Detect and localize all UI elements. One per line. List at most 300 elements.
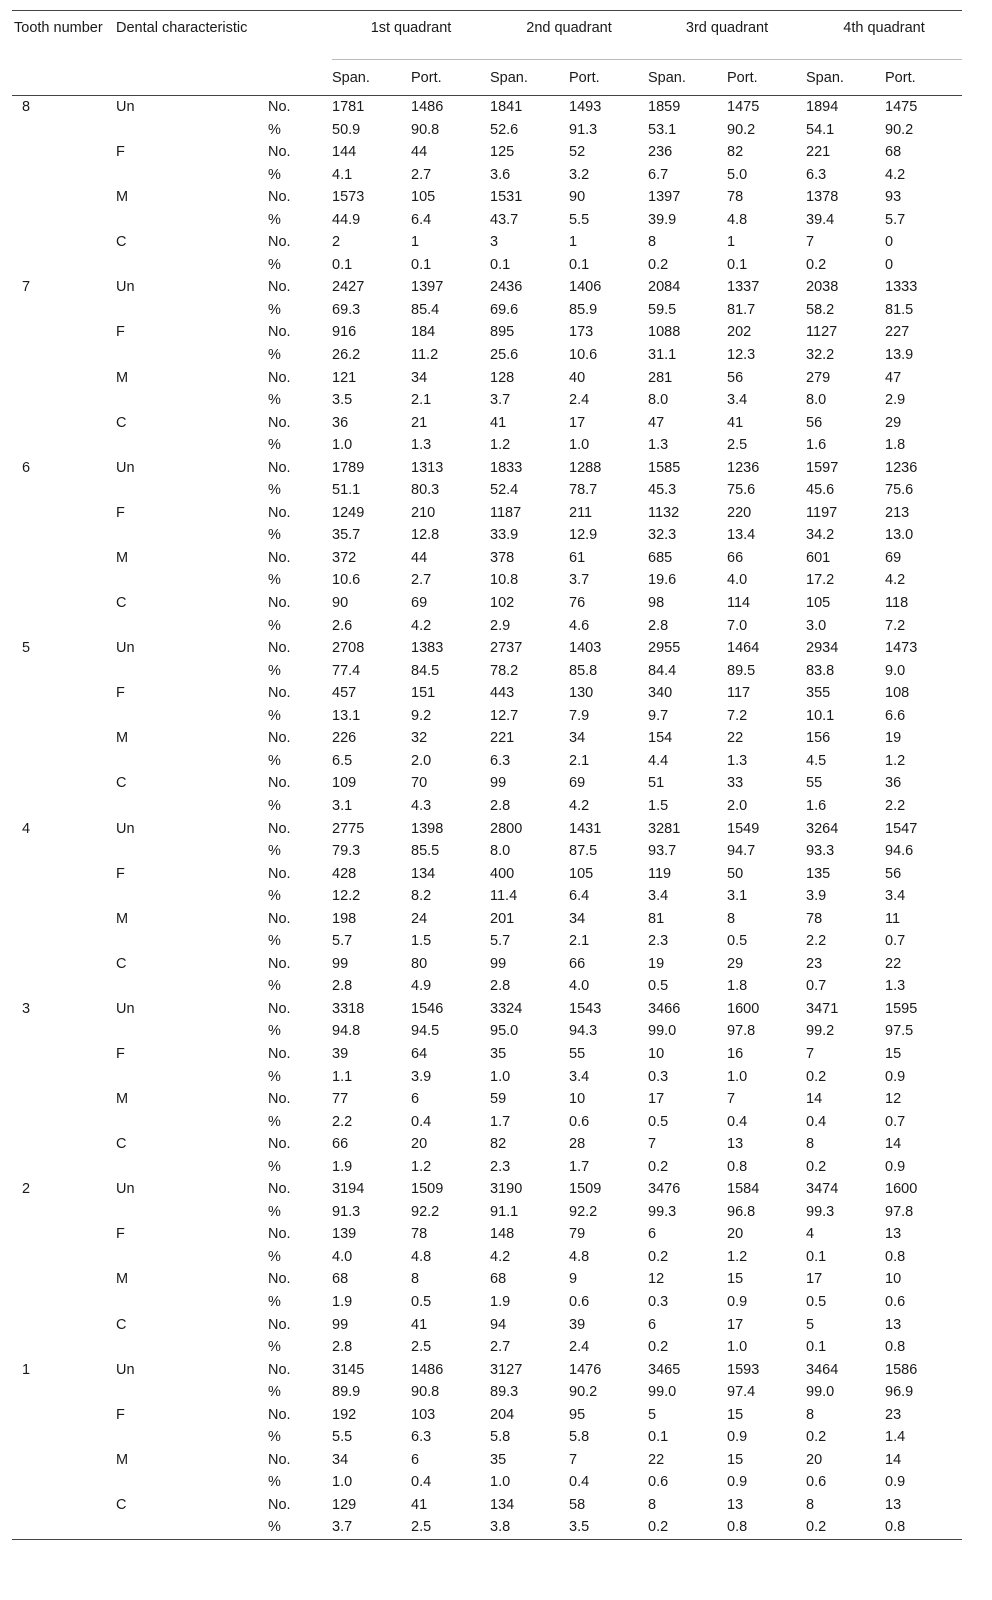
value-cell: 130 [569,685,594,702]
value-cell: 85.4 [411,301,440,318]
value-cell: 4.9 [411,978,432,995]
stat-type-cell: No. [268,865,291,882]
value-cell: 2708 [332,640,365,657]
value-cell: 8.0 [648,392,669,409]
value-cell: 0.7 [885,933,906,950]
stat-type-cell: No. [268,414,291,431]
value-cell: 1.5 [411,933,432,950]
stat-type-cell: % [268,978,281,995]
value-cell: 135 [806,865,831,882]
value-cell: 94 [490,1316,507,1333]
stat-type-cell: No. [268,144,291,161]
stat-type-cell: % [268,1474,281,1491]
value-cell: 2.0 [727,797,748,814]
value-cell: 90.8 [411,1384,440,1401]
stat-type-cell: % [268,933,281,950]
value-cell: 210 [411,504,436,521]
stat-type-cell: No. [268,1451,291,1468]
value-cell: 23 [806,955,823,972]
dental-characteristic-cell: C [116,414,127,431]
value-cell: 97.5 [885,1023,914,1040]
value-cell: 5.0 [727,166,748,183]
value-cell: 15 [727,1271,744,1288]
value-cell: 22 [648,1451,665,1468]
value-cell: 2737 [490,640,523,657]
value-cell: 221 [490,730,515,747]
value-cell: 3465 [648,1361,681,1378]
tooth-number-cell [12,1020,116,1043]
value-cell: 2038 [806,279,839,296]
dental-characteristic-cell [116,1156,268,1179]
stat-type-cell: No. [268,955,291,972]
value-cell: 3.5 [569,1519,590,1536]
value-cell: 1.3 [885,978,906,995]
value-cell: 99 [490,775,507,792]
stat-type-cell: No. [268,1000,291,1017]
stat-type-cell: % [268,482,281,499]
table-row [12,660,962,683]
value-cell: 34 [332,1451,349,1468]
tooth-number-cell [12,975,116,998]
value-cell: 0.4 [806,1113,827,1130]
tooth-number-cell [12,344,116,367]
dental-characteristic-cell [116,1020,268,1043]
value-cell: 12 [885,1091,902,1108]
table-row [12,1020,962,1043]
stat-type-cell: % [268,1113,281,1130]
dental-characteristic-cell [116,615,268,638]
value-cell: 69 [569,775,586,792]
table-row [12,276,962,299]
value-cell: 80 [411,955,428,972]
value-cell: 1398 [411,820,444,837]
value-cell: 0.8 [727,1519,748,1536]
value-cell: 3.4 [648,888,669,905]
value-cell: 12.7 [490,707,519,724]
value-cell: 13.4 [727,527,756,544]
value-cell: 17 [806,1271,823,1288]
value-cell: 1.4 [885,1429,906,1446]
tooth-number-cell [12,908,116,931]
stat-type-cell: % [268,797,281,814]
value-cell: 9.7 [648,707,669,724]
value-cell: 29 [727,955,744,972]
value-cell: 1509 [569,1181,602,1198]
tooth-number-cell: 8 [22,99,31,115]
value-cell: 2.8 [490,797,511,814]
value-cell: 90.8 [411,121,440,138]
value-cell: 0.3 [648,1293,669,1310]
dental-characteristic-cell: Un [116,1181,135,1198]
value-cell: 3471 [806,1000,839,1017]
value-cell: 55 [806,775,823,792]
value-cell: 5.8 [569,1429,590,1446]
dental-characteristic-cell: M [116,189,129,206]
dental-characteristic-cell [116,164,268,187]
value-cell: 1.7 [569,1158,590,1175]
value-cell: 82 [727,144,744,161]
value-cell: 99.0 [648,1023,677,1040]
value-cell: 3.5 [332,392,353,409]
value-cell: 90.2 [885,121,914,138]
table-row [12,1201,962,1224]
value-cell: 1397 [411,279,444,296]
value-cell: 36 [885,775,902,792]
value-cell: 76 [569,595,586,612]
value-cell: 2.8 [332,1339,353,1356]
value-cell: 0.4 [569,1474,590,1491]
tooth-number-cell [12,1404,116,1427]
value-cell: 0.9 [727,1474,748,1491]
tooth-number-cell [12,1156,116,1179]
value-cell: 52.6 [490,121,519,138]
value-cell: 96.8 [727,1203,756,1220]
value-cell: 0.5 [727,933,748,950]
tooth-number-cell [12,682,116,705]
value-cell: 2.9 [490,617,511,634]
tooth-number-cell [12,389,116,412]
value-cell: 1.9 [490,1293,511,1310]
value-cell: 3.4 [885,888,906,905]
value-cell: 85.9 [569,301,598,318]
dental-characteristic-cell [116,1426,268,1449]
value-cell: 68 [332,1271,349,1288]
value-cell: 443 [490,685,515,702]
value-cell: 0.9 [727,1429,748,1446]
tooth-number-cell [12,660,116,683]
value-cell: 148 [490,1226,515,1243]
stat-type-cell: No. [268,324,291,341]
value-cell: 66 [332,1136,349,1153]
tooth-number-cell [12,164,116,187]
value-cell: 105 [569,865,594,882]
value-cell: 1595 [885,1000,918,1017]
dental-characteristic-cell [116,434,268,457]
value-cell: 3324 [490,1000,523,1017]
dental-characteristic-cell: C [116,595,127,612]
value-cell: 1.1 [332,1068,353,1085]
port-header: Port. [411,60,490,96]
value-cell: 17.2 [806,572,835,589]
stat-type-cell: % [268,301,281,318]
tooth-number-cell: 3 [22,1000,31,1017]
value-cell: 7.2 [727,707,748,724]
stat-type-cell: No. [268,1361,291,1378]
value-cell: 89.9 [332,1384,361,1401]
value-cell: 24 [411,910,428,927]
value-cell: 192 [332,1406,357,1423]
value-cell: 1383 [411,640,444,657]
value-cell: 39 [332,1045,349,1062]
value-cell: 8.0 [806,392,827,409]
tooth-number-cell [12,930,116,953]
value-cell: 32.2 [806,347,835,364]
value-cell: 56 [727,369,744,386]
value-cell: 7 [727,1091,736,1108]
value-cell: 173 [569,324,594,341]
value-cell: 14 [885,1136,902,1153]
table-row [12,524,962,547]
table-body [12,96,962,1540]
tooth-number-cell [12,141,116,164]
tooth-number-cell [12,1088,116,1111]
stat-type-cell: % [268,662,281,679]
value-cell: 1127 [806,324,838,341]
table-row [12,1291,962,1314]
value-cell: 22 [727,730,744,747]
value-cell: 84.4 [648,662,677,679]
value-cell: 91.3 [569,121,598,138]
value-cell: 0.1 [806,1248,827,1265]
value-cell: 0.1 [332,256,353,273]
table-row [12,705,962,728]
value-cell: 1781 [332,99,365,115]
value-cell: 2.1 [569,752,590,769]
value-cell: 78.2 [490,662,519,679]
value-cell: 79 [569,1226,586,1243]
table-row [12,1404,962,1427]
table-row [12,795,962,818]
tooth-number-cell [12,1291,116,1314]
value-cell: 68 [490,1271,507,1288]
tooth-number-cell [12,615,116,638]
value-cell: 41 [727,414,744,431]
value-cell: 64 [411,1045,428,1062]
value-cell: 0.6 [569,1113,590,1130]
value-cell: 1585 [648,459,681,476]
dental-characteristic-cell: F [116,865,125,882]
value-cell: 52 [569,144,586,161]
value-cell: 81.5 [885,301,914,318]
value-cell: 3264 [806,820,839,837]
value-cell: 1841 [490,99,523,115]
value-cell: 2.8 [490,978,511,995]
value-cell: 9 [569,1271,578,1288]
value-cell: 4.2 [411,617,432,634]
value-cell: 3466 [648,1000,681,1017]
value-cell: 6 [648,1226,657,1243]
table-row [12,344,962,367]
stat-type-cell: No. [268,1316,291,1333]
value-cell: 79.3 [332,843,361,860]
value-cell: 0.5 [648,978,669,995]
value-cell: 2.7 [411,572,432,589]
value-cell: 601 [806,549,831,566]
value-cell: 378 [490,549,515,566]
value-cell: 45.6 [806,482,835,499]
value-cell: 10 [648,1045,665,1062]
table-row [12,1516,962,1539]
value-cell: 3.7 [569,572,590,589]
value-cell: 2955 [648,640,681,657]
value-cell: 0.8 [885,1519,906,1536]
table-row [12,1359,962,1382]
value-cell: 1406 [569,279,602,296]
value-cell: 50.9 [332,121,361,138]
table-row [12,389,962,412]
value-cell: 82 [490,1136,507,1153]
value-cell: 2 [332,234,341,251]
value-cell: 17 [727,1316,744,1333]
dental-characteristic-cell: Un [116,459,135,476]
value-cell: 1.6 [806,797,827,814]
value-cell: 0.2 [806,256,827,273]
value-cell: 19 [648,955,665,972]
value-cell: 0.8 [727,1158,748,1175]
span-header: Span. [648,60,727,96]
value-cell: 39.4 [806,211,835,228]
dental-characteristic-cell: C [116,1496,127,1513]
value-cell: 3476 [648,1181,681,1198]
tooth-number-cell [12,1066,116,1089]
stat-type-cell: No. [268,595,291,612]
value-cell: 400 [490,865,515,882]
value-cell: 4.8 [411,1248,432,1265]
value-cell: 0.2 [648,1158,669,1175]
value-cell: 75.6 [727,482,756,499]
tooth-number-cell [12,1201,116,1224]
dental-characteristic-cell: C [116,775,127,792]
value-cell: 92.2 [569,1203,598,1220]
value-cell: 916 [332,324,357,341]
value-cell: 3.8 [490,1519,511,1536]
value-cell: 66 [727,549,744,566]
stat-type-cell: No. [268,1271,291,1288]
value-cell: 13 [727,1496,744,1513]
value-cell: 45.3 [648,482,677,499]
value-cell: 58 [569,1496,586,1513]
tooth-number-cell [12,479,116,502]
value-cell: 20 [411,1136,428,1153]
table-row [12,1381,962,1404]
value-cell: 0.8 [885,1339,906,1356]
value-cell: 90 [332,595,349,612]
value-cell: 51 [648,775,665,792]
value-cell: 1236 [885,459,918,476]
stat-type-cell: No. [268,1091,291,1108]
tooth-number-cell [12,186,116,209]
value-cell: 3127 [490,1361,523,1378]
value-cell: 0.9 [885,1068,906,1085]
dental-characteristic-cell: M [116,910,129,927]
value-cell: 0.6 [885,1293,906,1310]
tooth-number-cell [12,1336,116,1359]
value-cell: 7 [806,234,815,251]
tooth-number-cell [12,367,116,390]
value-cell: 5.7 [885,211,906,228]
stat-type-cell: % [268,1248,281,1265]
dental-characteristic-cell: C [116,234,127,251]
value-cell: 1.9 [332,1158,353,1175]
dental-characteristic-cell: C [116,1136,127,1153]
stat-type-cell: % [268,617,281,634]
table-row [12,1471,962,1494]
stat-type-cell: No. [268,685,291,702]
dental-characteristic-cell: Un [116,99,135,115]
stat-type-cell: % [268,1068,281,1085]
tooth-number-cell [12,772,116,795]
value-cell: 90 [569,189,586,206]
dental-characteristic-cell [116,479,268,502]
value-cell: 4.0 [569,978,590,995]
value-cell: 35 [490,1045,507,1062]
value-cell: 0.9 [885,1158,906,1175]
value-cell: 28 [569,1136,586,1153]
value-cell: 99.3 [648,1203,677,1220]
dental-characteristic-cell [116,254,268,277]
tooth-number-cell: 6 [22,459,31,476]
value-cell: 128 [490,369,515,386]
table-row [12,1156,962,1179]
tooth-number-cell [12,1223,116,1246]
value-cell: 94.8 [332,1023,361,1040]
value-cell: 6.4 [411,211,432,228]
value-cell: 34 [569,910,586,927]
tooth-number-cell [12,321,116,344]
value-cell: 2.9 [885,392,906,409]
value-cell: 1 [411,234,420,251]
value-cell: 19.6 [648,572,677,589]
value-cell: 6.4 [569,888,590,905]
value-cell: 1476 [569,1361,602,1378]
table-row [12,840,962,863]
value-cell: 22 [885,955,902,972]
value-cell: 221 [806,144,831,161]
value-cell: 2.3 [648,933,669,950]
dental-characteristic-cell: Un [116,1000,135,1017]
value-cell: 4.8 [727,211,748,228]
value-cell: 0.2 [806,1158,827,1175]
value-cell: 0 [885,256,894,273]
value-cell: 99.0 [806,1384,835,1401]
value-cell: 17 [648,1091,665,1108]
value-cell: 1313 [411,459,444,476]
table-row [12,321,962,344]
value-cell: 90.2 [727,121,756,138]
table-row [12,1133,962,1156]
dental-characteristic-cell: M [116,730,129,747]
value-cell: 91.1 [490,1203,519,1220]
value-cell: 6.7 [648,166,669,183]
value-cell: 95.0 [490,1023,519,1040]
value-cell: 8 [727,910,736,927]
value-cell: 13.1 [332,707,361,724]
tooth-number-header: Tooth number [14,20,103,36]
value-cell: 91.3 [332,1203,361,1220]
value-cell: 4.8 [569,1248,590,1265]
value-cell: 3318 [332,1000,365,1017]
value-cell: 7 [806,1045,815,1062]
value-cell: 1473 [885,640,918,657]
value-cell: 1403 [569,640,602,657]
table-row [12,818,962,841]
value-cell: 23 [885,1406,902,1423]
value-cell: 55 [569,1045,586,1062]
value-cell: 1088 [648,324,681,341]
value-cell: 457 [332,685,357,702]
value-cell: 77.4 [332,662,361,679]
value-cell: 3464 [806,1361,839,1378]
dental-characteristic-cell [116,1336,268,1359]
dental-characteristics-table [12,10,962,1540]
value-cell: 90.2 [569,1384,598,1401]
stat-type-cell: % [268,888,281,905]
tooth-number-cell [12,750,116,773]
dental-characteristic-cell [116,119,268,142]
dental-characteristic-cell [116,1246,268,1269]
value-cell: 41 [490,414,507,431]
tooth-number-cell [12,412,116,435]
